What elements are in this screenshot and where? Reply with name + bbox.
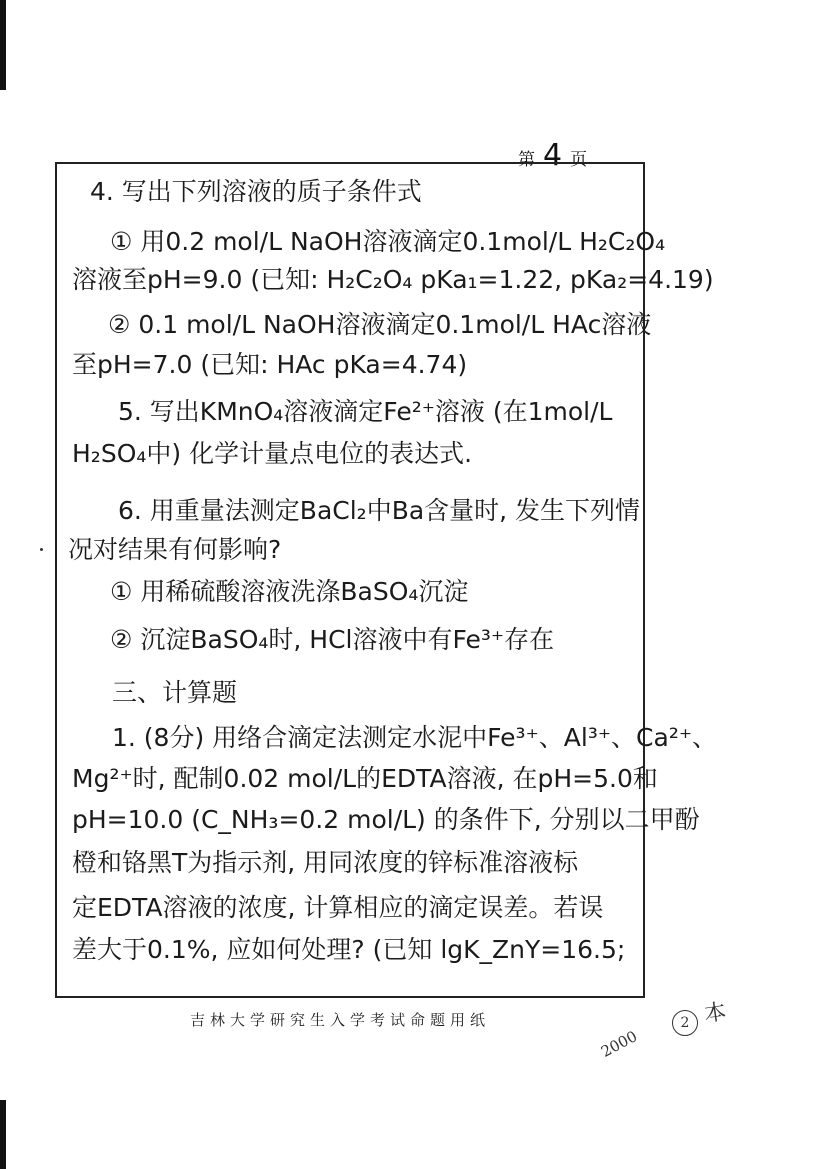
footer-caption: 吉林大学研究生入学考试命题用纸 <box>190 1011 491 1029</box>
calc-question-1-line-5: 定EDTA溶液的浓度, 计算相应的滴定误差。若误 <box>72 893 604 922</box>
scan-edge-top <box>0 0 6 90</box>
scan-edge-bottom <box>0 1100 6 1169</box>
calc-question-1-line-3: pH=10.0 (C_NH₃=0.2 mol/L) 的条件下, 分别以二甲酚 <box>72 805 700 834</box>
calc-question-1-line-4: 橙和铬黑T为指示剂, 用同浓度的锌标准溶液标 <box>72 848 579 877</box>
page-number-value: 4 <box>543 138 563 173</box>
question-4-part-1: ① 用0.2 mol/L NaOH溶液滴定0.1mol/L H₂C₂O₄ <box>110 227 666 256</box>
question-6-part-1: ① 用稀硫酸溶液洗涤BaSO₄沉淀 <box>110 577 469 606</box>
scan-dot <box>40 548 43 551</box>
handwritten-year: 2000 <box>598 1027 641 1061</box>
question-6-part-2: ② 沉淀BaSO₄时, HCl溶液中有Fe³⁺存在 <box>110 625 555 654</box>
handwritten-mark: 本 <box>702 999 728 1028</box>
question-6-cont: 况对结果有何影响? <box>68 535 282 564</box>
page-suffix: 页 <box>570 150 588 170</box>
circled-number: 2 <box>672 1010 698 1036</box>
question-4-part-2: ② 0.1 mol/L NaOH溶液滴定0.1mol/L HAc溶液 <box>108 310 652 339</box>
question-4-part-1-cont: 溶液至pH=9.0 (已知: H₂C₂O₄ pKa₁=1.22, pKa₂=4.19) <box>72 265 714 294</box>
calc-question-1: 1. (8分) 用络合滴定法测定水泥中Fe³⁺、Al³⁺、Ca²⁺、 <box>112 723 718 752</box>
question-4-part-2-cont: 至pH=7.0 (已知: HAc pKa=4.74) <box>72 350 468 379</box>
question-5-cont: H₂SO₄中) 化学计量点电位的表达式. <box>72 439 473 468</box>
section-3-title: 三、计算题 <box>112 678 238 707</box>
calc-question-1-line-6: 差大于0.1%, 应如何处理? (已知 lgK_ZnY=16.5; <box>72 935 626 964</box>
question-5: 5. 写出KMnO₄溶液滴定Fe²⁺溶液 (在1mol/L <box>118 397 613 426</box>
question-4-title: 4. 写出下列溶液的质子条件式 <box>90 177 422 206</box>
calc-question-1-line-2: Mg²⁺时, 配制0.02 mol/L的EDTA溶液, 在pH=5.0和 <box>72 764 658 793</box>
page-prefix: 第 <box>518 150 535 170</box>
question-6: 6. 用重量法测定BaCl₂中Ba含量时, 发生下列情 <box>118 496 641 525</box>
